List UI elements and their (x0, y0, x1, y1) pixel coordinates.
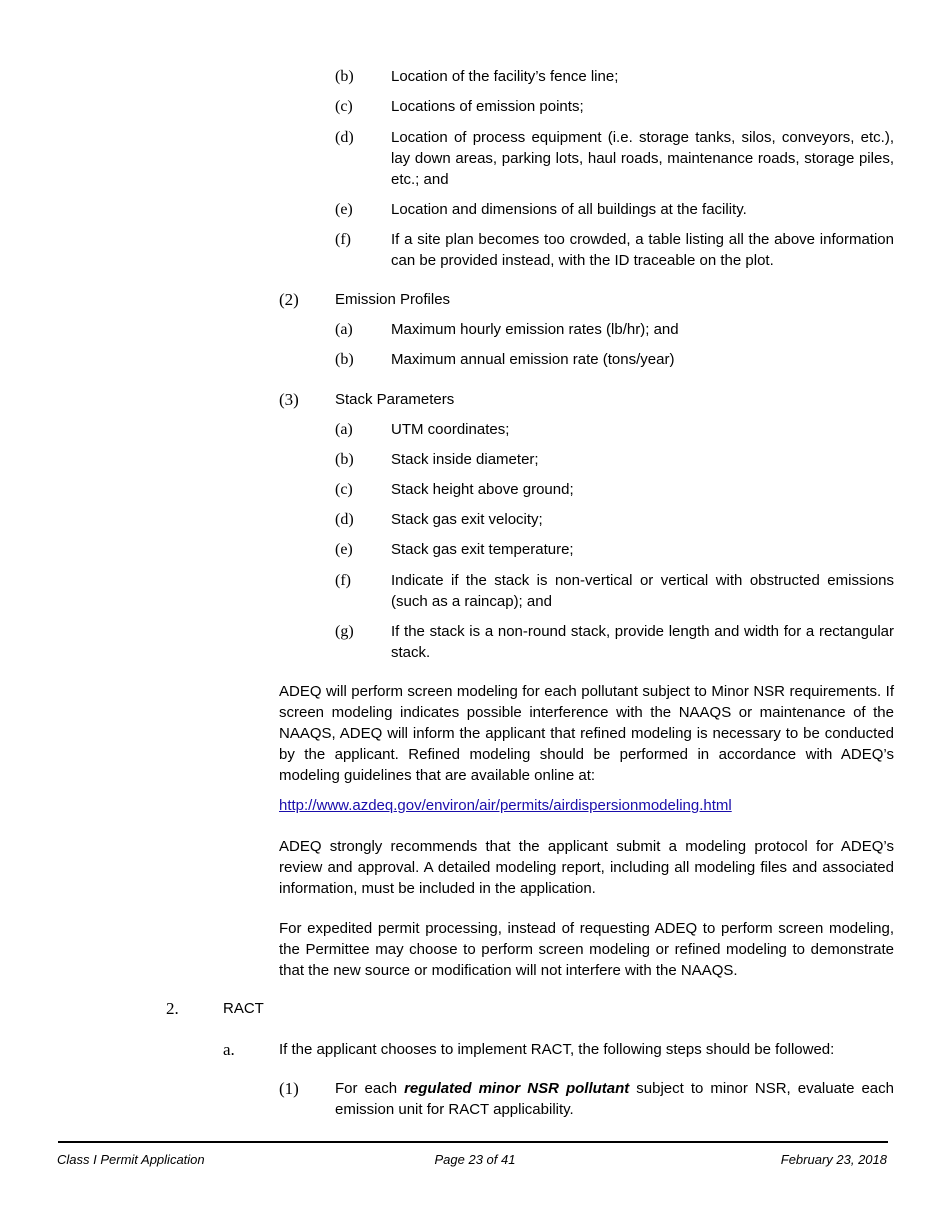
step-marker: (1) (279, 1079, 299, 1098)
subsection-text: If the applicant chooses to implement RACT, the following steps should be followed: (279, 1041, 835, 1058)
modeling-guidelines-link[interactable]: http://www.azdeq.gov/environ/air/permits/airdispersionmodeling.html (279, 797, 732, 814)
list-item-text: Location and dimensions of all buildings at the facility. (391, 201, 747, 218)
list-marker: (f) (335, 231, 351, 248)
list-marker: (b) (335, 68, 354, 85)
paragraph-expedited: For expedited permit processing, instead of requesting ADEQ to perform screen modeling, the Permittee may choose to perform screen modeling or refined modeling to demonstrate that the new source or modification will not interfere with the NAAQS. (279, 920, 894, 979)
list-marker: (c) (335, 98, 353, 115)
list-marker: (d) (335, 511, 354, 528)
section-marker: (2) (279, 290, 299, 309)
list-marker: (a) (335, 421, 353, 438)
list-item-text: Stack gas exit velocity; (391, 511, 543, 528)
footer-document-title: Class I Permit Application (57, 1152, 205, 1167)
section-title: Emission Profiles (335, 291, 451, 308)
list-marker: (a) (335, 321, 353, 338)
list-item-text: Location of the facility’s fence line; (391, 68, 619, 85)
list-item-text: Indicate if the stack is non-vertical or vertical with obstructed emissions (such as a raincap); and (391, 572, 894, 610)
list-item-text: If a site plan becomes too crowded, a table listing all the above information can be provided instead, with the ID traceable on the plot. (391, 231, 894, 269)
section-title: Stack Parameters (335, 391, 455, 408)
list-marker: (d) (335, 129, 354, 146)
subsection-marker: a. (223, 1040, 235, 1059)
section-number: 2. (166, 999, 179, 1018)
list-item-text: UTM coordinates; (391, 421, 510, 438)
list-item-text: Maximum hourly emission rates (lb/hr); and (391, 321, 679, 338)
list-marker: (g) (335, 623, 354, 640)
list-item-text: If the stack is a non-round stack, provide length and width for a rectangular stack. (391, 623, 894, 661)
list-marker: (e) (335, 541, 353, 558)
list-item-text: Stack inside diameter; (391, 451, 539, 468)
list-item-text: Locations of emission points; (391, 98, 584, 115)
list-item-text: Location of process equipment (i.e. storage tanks, silos, conveyors, etc.), lay down areas, parking lots, haul roads, maintenance roads, storage piles, etc.; and (391, 129, 894, 188)
list-item-text: Maximum annual emission rate (tons/year) (391, 351, 675, 368)
paragraph-screen-modeling: ADEQ will perform screen modeling for each pollutant subject to Minor NSR requirements. If screen modeling indicates possible interference with the NAAQS or maintenance of the NAAQS, ADEQ will inform the applicant that refined modeling is necessary to be conducted by the applicant. Refined modeling should be performed in accordance with ADEQ’s modeling guidelines that are available online at: (279, 683, 894, 784)
section-title: RACT (223, 1000, 264, 1017)
list-item-text: Stack gas exit temperature; (391, 541, 574, 558)
list-marker: (c) (335, 481, 353, 498)
footer-date: February 23, 2018 (780, 1152, 887, 1167)
paragraph-protocol: ADEQ strongly recommends that the applicant submit a modeling protocol for ADEQ’s review and approval. A detailed modeling report, including all modeling files and associated information, must be included in the application. (279, 838, 894, 897)
list-marker: (f) (335, 572, 351, 589)
list-marker: (e) (335, 201, 353, 218)
footer-rule (58, 1141, 888, 1143)
section-marker: (3) (279, 390, 299, 409)
step-text-after: subject to minor NSR, evaluate each emission unit for RACT applicability. (335, 1080, 894, 1118)
step-text (335, 1078, 894, 1120)
list-marker: (b) (335, 451, 354, 468)
footer-page-number: Page 23 of 41 (434, 1152, 516, 1167)
list-marker: (b) (335, 351, 354, 368)
step-text-before: For each (335, 1080, 405, 1097)
list-item-text: Stack height above ground; (391, 481, 574, 498)
step-emphasis: regulated minor NSR pollutant (404, 1080, 630, 1097)
